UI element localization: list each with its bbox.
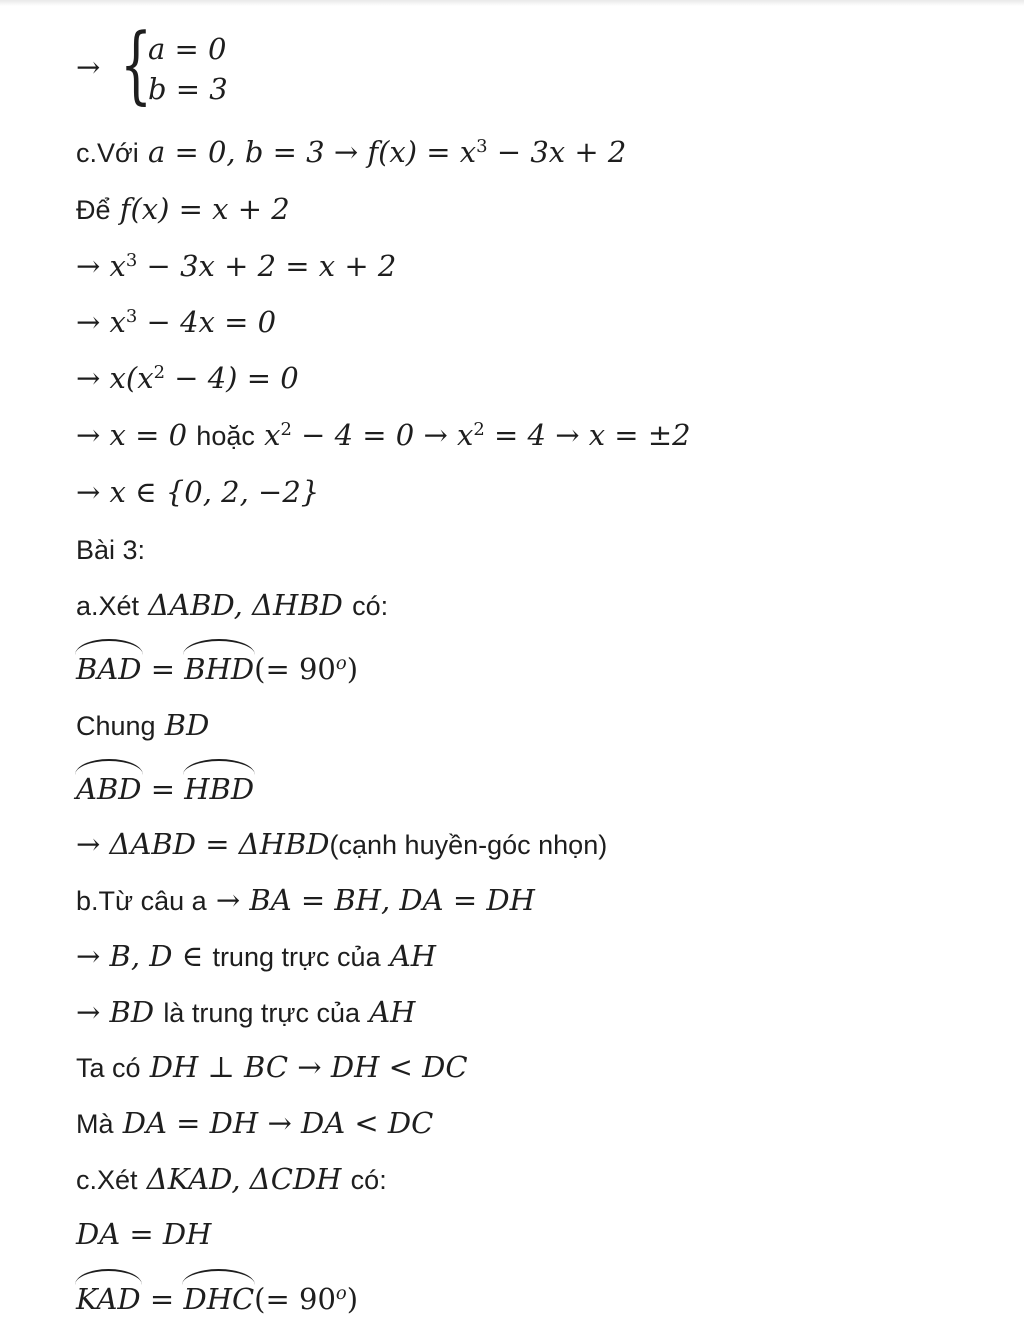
equals-sign: = [141,772,185,806]
math-expr: x(x [109,361,154,395]
math-expr: x = ±2 [588,418,691,452]
system-row-1: a = 0 [148,32,227,66]
arrow-icon: → [76,50,101,84]
math-expr: a = 0, b = 3 [147,135,325,169]
line-ta-co [76,1047,468,1088]
line-angle-3 [76,1277,358,1319]
math-expr: − 3x + 2 = x + 2 [137,249,397,283]
angle-expr: BHD [184,647,254,689]
angle-expr: DHC [183,1277,254,1319]
line-chung [76,705,209,746]
text-label: hoặc [196,421,255,451]
arrow-icon: → [76,249,101,283]
line-ma [76,1103,433,1144]
math-expr: x [457,418,474,452]
math-expr: DA < DC [300,1106,434,1140]
exponent: 2 [473,419,485,441]
text-label: trung trực của [212,942,381,972]
math-expr: DA = DH [122,1106,259,1140]
degree-sup: o [335,1283,347,1305]
text-label: (cạnh huyền-góc nhọn) [329,830,608,860]
equals-sign: = [141,652,185,686]
line-b-tu [76,880,535,921]
math-expr: = 4 [484,418,546,452]
exponent: 2 [280,419,292,441]
angle-expr: ABD [76,767,142,809]
arrow-icon: → [297,1050,322,1084]
line-c-xet [76,1159,387,1200]
text-label: là trung trực của [163,998,360,1028]
arrow-icon: → [76,827,101,861]
line-step-5 [76,472,319,512]
system-row-2: b = 3 [148,72,228,106]
angle-expr: BAD [76,647,142,689]
math-expr: AH [369,995,416,1029]
section-heading [76,529,145,570]
arrow-icon: → [423,418,448,452]
math-expr: ΔABD = ΔHBD [109,827,330,861]
arrow-icon: → [76,939,101,973]
math-expr: BA = BH, DA = DH [249,883,535,917]
text-label: b.Từ câu a [76,886,207,916]
math-expr: − 4) = 0 [165,361,299,395]
degree-sup: o [335,653,347,675]
math-expr: ) [346,652,359,686]
angle-expr: KAD [76,1277,141,1319]
math-expr: f(x) = x + 2 [119,192,290,226]
exponent: 3 [125,250,138,272]
text-label: c.Xét [76,1165,138,1195]
line-trung-truc-2 [76,992,415,1033]
math-expr: (= 90 [254,1282,336,1316]
math-expr: x = 0 [109,418,188,452]
brace-icon: { [120,15,153,113]
exponent: 2 [153,362,165,384]
math-expr: BD [109,995,155,1029]
text-label: Để [76,195,111,225]
math-expr: B, D ∈ [109,939,204,973]
math-expr: − 4x = 0 [137,305,277,339]
arrow-icon: → [76,418,101,452]
line-step-2 [76,302,276,342]
arrow-icon: → [215,883,241,917]
math-expr: (= 90 [254,652,336,686]
line-de [76,189,290,230]
arrow-icon: → [76,475,101,509]
math-expr: f(x) = x [367,135,477,169]
text-label: có: [352,591,389,621]
math-expr: x ∈ {0, 2, −2} [109,475,320,509]
arrow-icon: → [76,305,101,339]
line-da-dh [76,1214,211,1254]
arrow-icon: → [267,1106,292,1140]
math-expr: ΔABD, ΔHBD [148,588,343,622]
arrow-icon: → [555,418,580,452]
equation-system [76,15,336,113]
line-c-voi [76,132,626,173]
math-expr: BD [164,708,210,742]
math-expr: ΔKAD, ΔCDH [146,1162,342,1196]
math-expr: AH [389,939,437,973]
text-label: Mà [76,1109,114,1139]
text-label: có: [350,1165,387,1195]
arrow-icon: → [76,995,101,1029]
top-shadow-bar [0,0,1024,6]
exponent: 3 [476,136,488,158]
line-a-xet [76,585,388,626]
line-angle-1 [76,647,358,689]
line-trung-truc-1 [76,936,436,977]
angle-expr: HBD [184,767,254,809]
text-label: Bài 3: [76,535,146,565]
line-congruence [76,824,607,865]
math-expr: x [109,305,126,339]
line-step-4 [76,415,691,456]
text-label: a.Xét [76,591,140,621]
line-angle-2 [76,767,254,809]
math-expr: DA = DH [76,1217,212,1251]
math-expr: x [264,418,281,452]
math-expr: DH ⊥ BC [149,1050,289,1084]
math-expr: ) [346,1282,359,1316]
arrow-icon: → [76,361,101,395]
equals-sign: = [140,1282,184,1316]
text-label: Chung [76,711,156,741]
math-expr: x [109,249,126,283]
math-expr: − 3x + 2 [487,135,627,169]
math-expr: − 4 = 0 [291,418,415,452]
exponent: 3 [125,306,138,328]
text-label: c.Với [76,138,139,168]
line-step-3 [76,358,299,398]
text-label: Ta có [76,1053,141,1083]
math-expr: DH < DC [330,1050,468,1084]
line-step-1 [76,246,396,286]
arrow-icon: → [333,135,359,169]
